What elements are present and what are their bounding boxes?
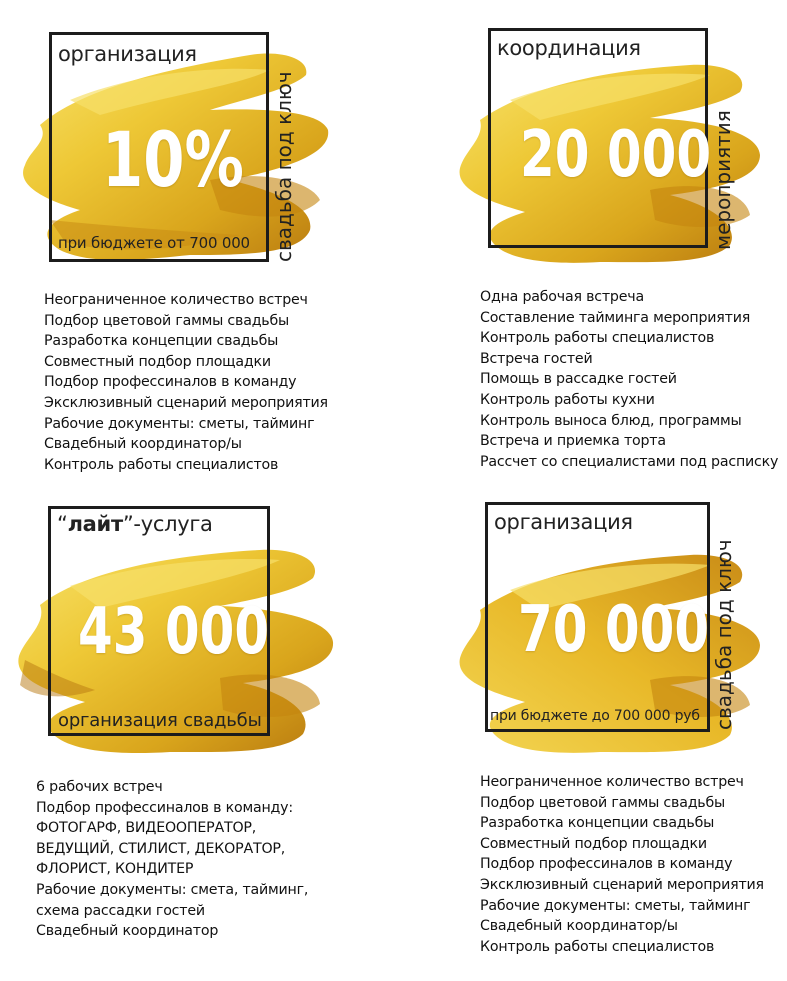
list-item: Совместный подбор площадки (480, 835, 707, 852)
list-item: Контроль выноса блюд, программы (480, 412, 742, 429)
list-item: Встреча гостей (480, 350, 593, 367)
price-value: 43 000 (78, 595, 270, 669)
feature-list (36, 777, 308, 942)
list-item: Одна рабочая встреча (480, 289, 644, 305)
list-item: ВЕДУЩИЙ, СТИЛИСТ, ДЕКОРАТОР, (36, 840, 286, 857)
feature-list (480, 287, 778, 472)
vertical-label: свадьба под ключ (712, 539, 736, 730)
list-item: Свадебный координатор (36, 923, 219, 940)
list-item: Разработка концепции свадьбы (44, 333, 279, 350)
title-rest: ”-услуга (122, 512, 213, 536)
list-item: Встреча и приемка торта (480, 433, 666, 450)
list-item: Рабочие документы: сметы, тайминг (480, 897, 751, 914)
card-organization-budget (400, 490, 787, 981)
list-item: Подбор профессиналов в команду (480, 856, 733, 873)
list-item: ФОТОГАРФ, ВИДЕООПЕРАТОР, (36, 820, 257, 837)
list-item: Контроль работы специалистов (480, 330, 715, 347)
list-item: Неограниченное количество встреч (44, 292, 308, 308)
card-subtitle: организация свадьбы (58, 710, 262, 731)
feature-list (480, 772, 764, 957)
list-item: Неограниченное количество встреч (480, 774, 744, 790)
list-item: Подбор профессиналов в команду: (36, 799, 293, 816)
list-item: Разработка концепции свадьбы (480, 815, 715, 832)
list-item: Рабочие документы: сметы, тайминг (44, 415, 315, 432)
price-value: 70 000 (518, 593, 710, 667)
title-bold: лайт (67, 512, 123, 536)
list-item: ФЛОРИСТ, КОНДИТЕР (36, 861, 194, 878)
card-subtitle: при бюджете от 700 000 (58, 234, 250, 252)
list-item: Свадебный координатор/ы (480, 918, 678, 935)
list-item: Подбор цветовой гаммы свадьбы (480, 794, 726, 811)
list-item: 6 рабочих встреч (36, 779, 163, 795)
vertical-label: свадьба под ключ (272, 71, 296, 262)
card-title (57, 512, 213, 536)
title-quote-open: “ (57, 512, 68, 536)
feature-list (44, 290, 328, 475)
list-item: схема рассадки гостей (36, 902, 205, 919)
price-value: 20 000 (520, 118, 712, 192)
list-item: Рассчет со специалистами под расписку (480, 453, 779, 470)
list-item: Контроль работы кухни (480, 391, 655, 408)
card-light-service (0, 490, 400, 981)
card-organization-percent (0, 0, 400, 480)
list-item: Эксклюзивный сценарий мероприятия (44, 394, 328, 411)
list-item: Подбор цветовой гаммы свадьбы (44, 312, 290, 329)
list-item: Совместный подбор площадки (44, 353, 271, 370)
list-item: Контроль работы специалистов (480, 938, 715, 955)
card-title: организация (494, 510, 633, 534)
vertical-label: мероприятия (711, 110, 735, 250)
card-title: организация (58, 42, 197, 66)
list-item: Контроль работы специалистов (44, 456, 279, 473)
list-item: Составление тайминга мероприятия (480, 309, 751, 326)
list-item: Рабочие документы: смета, тайминг, (36, 881, 309, 898)
list-item: Помощь в рассадке гостей (480, 371, 677, 388)
list-item: Эксклюзивный сценарий мероприятия (480, 876, 764, 893)
card-coordination (400, 0, 787, 480)
list-item: Свадебный координатор/ы (44, 436, 242, 453)
card-subtitle: при бюджете до 700 000 руб (490, 708, 700, 724)
list-item: Подбор профессиналов в команду (44, 374, 297, 391)
card-title: координация (497, 36, 641, 60)
price-value: 10% (102, 115, 244, 204)
